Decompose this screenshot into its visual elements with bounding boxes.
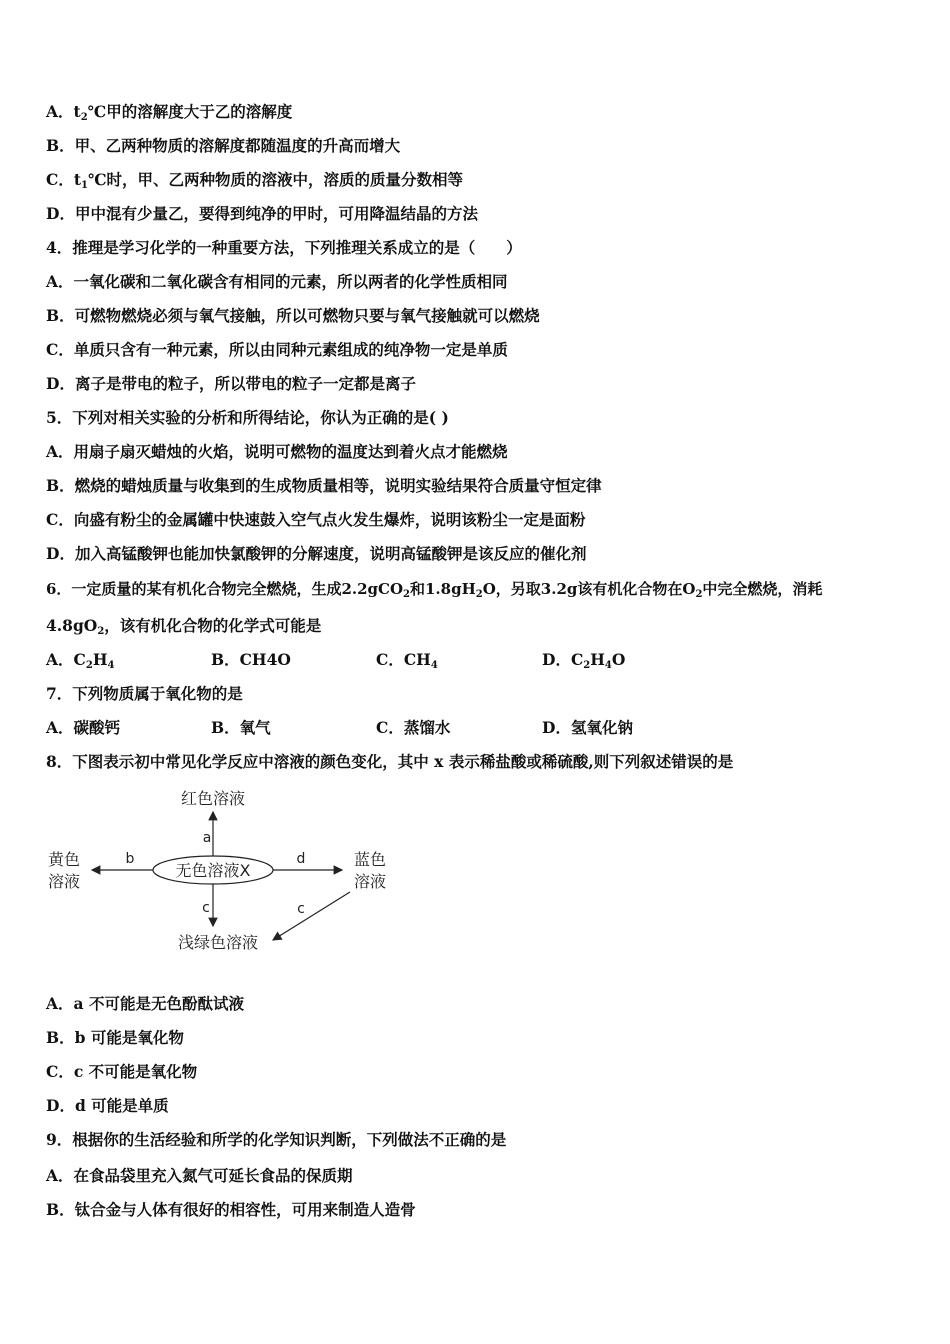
q8-option-c: C．c 不可能是氧化物	[46, 1062, 198, 1081]
q6-stem-line1: 6．一定质量的某有机化合物完全燃烧，生成2.2gCO$_2$和$1.8gH_2O$，另取3.2g该有机化合物在$O_2$中完全燃烧，消耗	[46, 580, 823, 600]
q3-option-b: B．甲、乙两种物质的溶解度都随温度的升高而增大	[46, 136, 401, 155]
label-a: a	[202, 830, 212, 846]
q4-option-b: B．可燃物燃烧必须与氧气接触，所以可燃物只要与氧气接触就可以燃烧	[46, 306, 540, 325]
q4-option-d: D．离子是带电的粒子，所以带电的粒子一定都是离子	[46, 374, 416, 393]
q8-stem: 8．下图表示初中常见化学反应中溶液的颜色变化，其中 x 表示稀盐酸或稀硫酸,则下列叙述错误的是	[46, 752, 734, 771]
q7-option-d: D．氢氧化钠	[542, 718, 633, 737]
q9-option-a: A．在食品袋里充入氮气可延长食品的保质期	[46, 1166, 353, 1185]
q8-reaction-diagram	[0, 780, 420, 960]
q3-option-a: A．$t_2℃$甲的溶解度大于乙的溶解度	[46, 102, 293, 123]
bottom-label: 浅绿色溶液	[177, 933, 259, 952]
label-c-diag: c	[297, 901, 305, 917]
q9-option-b: B．钛合金与人体有很好的相容性，可用来制造人造骨	[46, 1200, 416, 1219]
q4-option-a: A．一氧化碳和二氧化碳含有相同的元素，所以两者的化学性质相同	[46, 272, 508, 291]
center-label: 无色溶液X	[175, 861, 251, 880]
right-label-2: 溶液	[353, 872, 387, 891]
top-label: 红色溶液	[180, 789, 246, 808]
q7-options	[46, 718, 906, 738]
q5-option-b: B．燃烧的蜡烛质量与收集到的生成物质量相等，说明实验结果符合质量守恒定律	[46, 476, 602, 495]
left-label-2: 溶液	[47, 872, 81, 891]
q5-option-c: C．向盛有粉尘的金属罐中快速鼓入空气点火发生爆炸，说明该粉尘一定是面粉	[46, 510, 586, 529]
q9-stem: 9．根据你的生活经验和所学的化学知识判断，下列做法不正确的是	[46, 1130, 507, 1149]
q5-stem: 5．下列对相关实验的分析和所得结论，你认为正确的是( )	[46, 408, 449, 427]
q8-option-a: A．a 不可能是无色酚酞试液	[46, 994, 244, 1013]
q6-option-d: D．$C_2H_4O$	[542, 650, 626, 671]
q6-option-b: B．CH4O	[211, 650, 291, 669]
q7-option-b: B．氧气	[211, 718, 271, 737]
q6-stem-line2: $4.8gO_2$，该有机化合物的化学式可能是	[46, 616, 322, 637]
right-label-1: 蓝色	[353, 850, 387, 869]
q5-option-d: D．加入高锰酸钾也能加快氯酸钾的分解速度，说明高锰酸钾是该反应的催化剂	[46, 544, 587, 563]
q6-option-a: A．$C_2H_4$	[46, 650, 115, 671]
q4-stem: 4．推理是学习化学的一种重要方法，下列推理关系成立的是（ ）	[46, 238, 522, 257]
q6-options	[46, 650, 906, 670]
left-label-1: 黄色	[47, 850, 81, 869]
q7-stem: 7．下列物质属于氧化物的是	[46, 684, 243, 703]
q8-option-d: D．d 可能是单质	[46, 1096, 169, 1115]
arrow-c-diag	[273, 892, 350, 940]
q3-option-d: D．甲中混有少量乙，要得到纯净的甲时，可用降温结晶的方法	[46, 204, 478, 223]
label-c-down: c	[202, 900, 210, 916]
q7-option-a: A．碳酸钙	[46, 718, 121, 737]
label-b: b	[125, 851, 135, 867]
q8-option-b: B．b 可能是氧化物	[46, 1028, 184, 1047]
q3-option-c: C．$t_1℃$时，甲、乙两种物质的溶液中，溶质的质量分数相等	[46, 170, 464, 191]
q6-option-c: C．$CH_4$	[376, 650, 438, 671]
q7-option-c: C．蒸馏水	[376, 718, 451, 737]
q5-option-a: A．用扇子扇灭蜡烛的火焰，说明可燃物的温度达到着火点才能燃烧	[46, 442, 508, 461]
q4-option-c: C．单质只含有一种元素，所以由同种元素组成的纯净物一定是单质	[46, 340, 508, 359]
label-d: d	[296, 851, 306, 867]
